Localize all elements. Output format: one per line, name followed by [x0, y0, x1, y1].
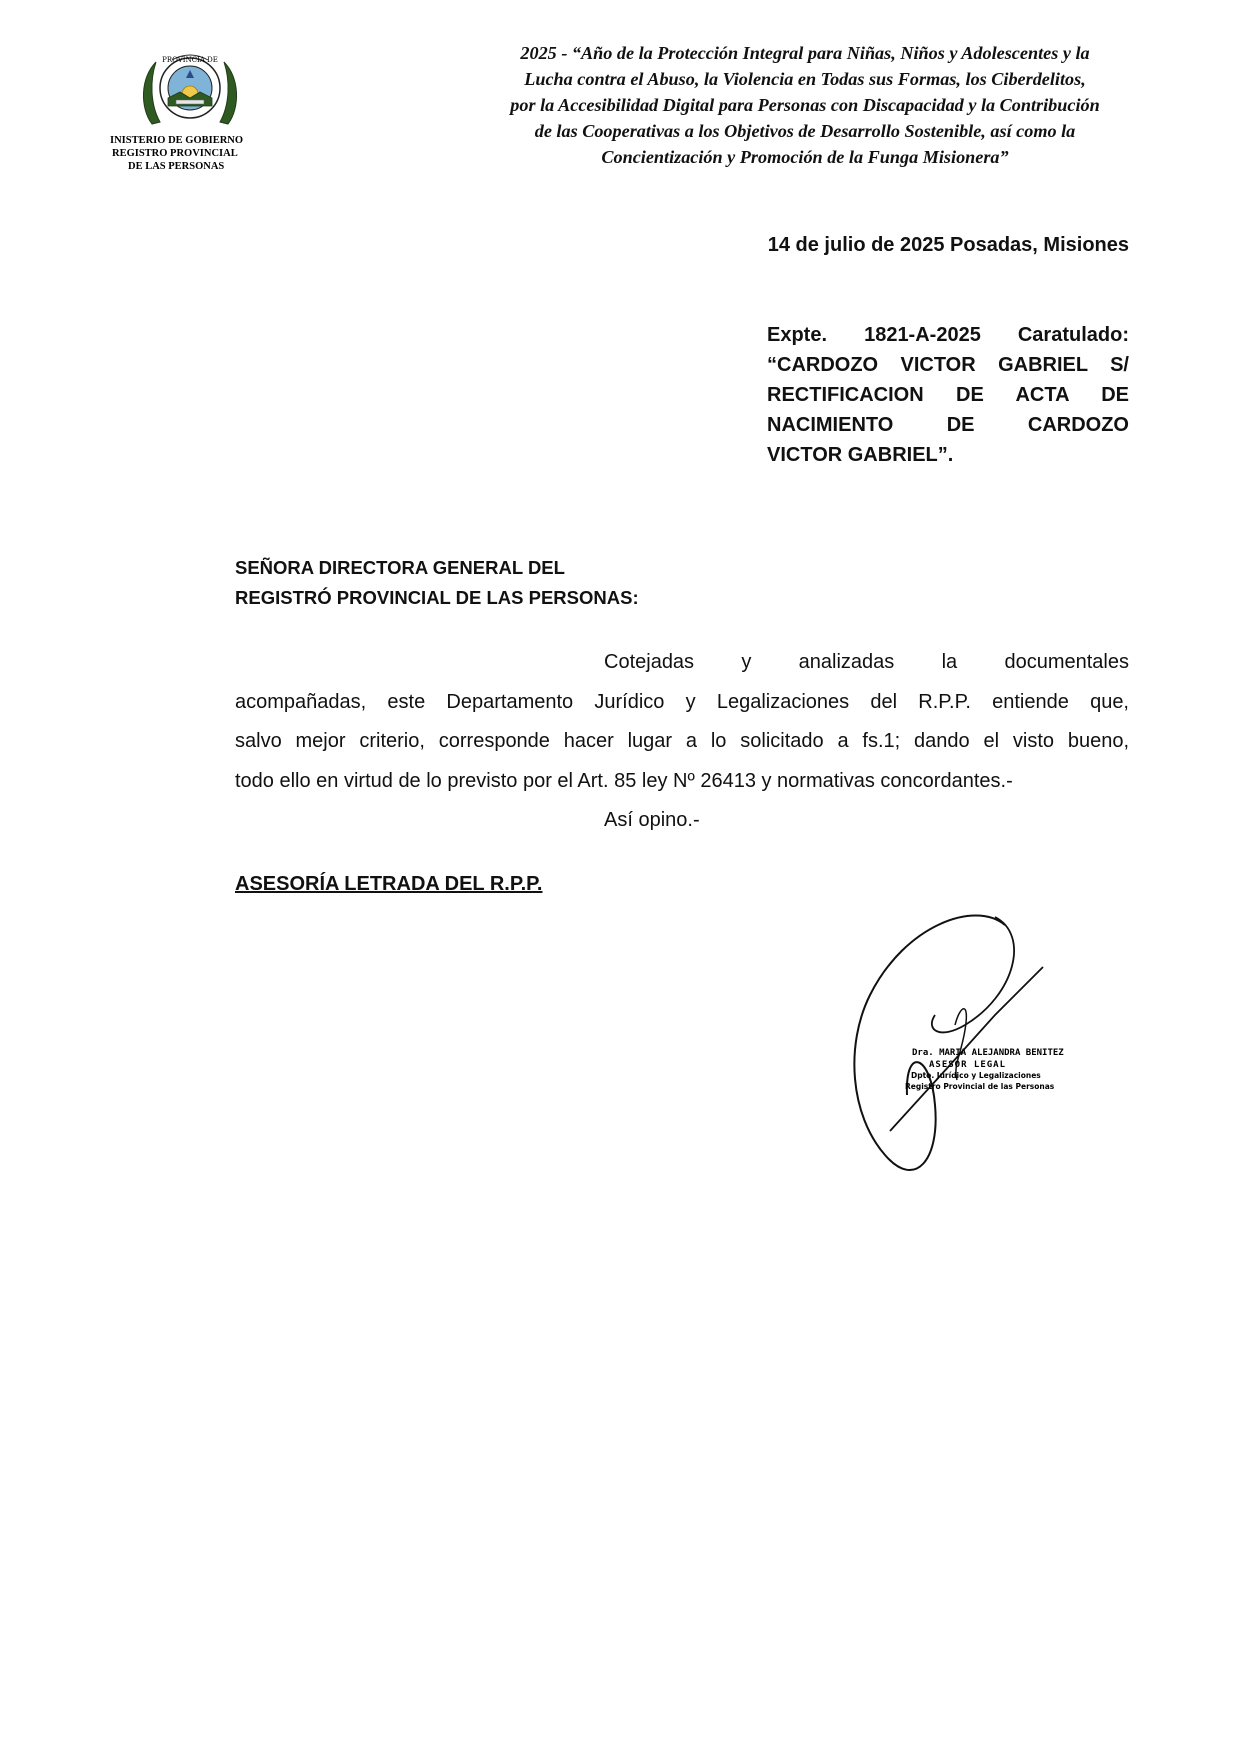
ministry-block [110, 134, 290, 173]
case-reference [767, 320, 1129, 470]
office-title: ASESORÍA LETRADA DEL R.P.P. [235, 873, 543, 895]
stamp-line: ASESOR LEGAL [929, 1060, 1007, 1070]
case-line: RECTIFICACION DE ACTA DE [767, 384, 1129, 406]
motto-line: por la Accesibilidad Digital para Personas con Discapacidad y la Contribución [510, 95, 1100, 115]
addressee-line: REGISTRÓ PROVINCIAL DE LAS PERSONAS: [235, 587, 639, 608]
motto-line: de las Cooperativas a los Objetivos de Desarrollo Sostenible, así como la [534, 121, 1076, 141]
ministry-line: DE LAS PERSONAS [128, 161, 225, 172]
case-line: NACIMIENTO DE CARDOZO [767, 414, 1129, 436]
year-motto [450, 40, 1160, 170]
case-line: “CARDOZO VICTOR GABRIEL S/ [767, 354, 1129, 376]
addressee-line: SEÑORA DIRECTORA GENERAL DEL [235, 557, 565, 578]
ministry-line: REGISTRO PROVINCIAL [112, 148, 238, 159]
body-line: todo ello en virtud de lo previsto por el Art. 85 ley Nº 26413 y normativas concordantes.- [235, 769, 1013, 792]
closing-line: Así opino.- [604, 809, 700, 831]
provincial-seal [138, 48, 242, 128]
signature [845, 905, 1065, 1185]
body-line: salvo mejor criterio, corresponde hacer lugar a lo solicitado a fs.1; dando el visto bueno, [235, 730, 1129, 752]
stamp-line: Dpto. Jurídico y Legalizaciones [911, 1071, 1041, 1080]
motto-line: Lucha contra el Abuso, la Violencia en Todas sus Formas, los Ciberdelitos, [524, 69, 1086, 89]
stamp-line: Registro Provincial de las Personas [905, 1082, 1055, 1091]
stamp-line: Dra. MARIA ALEJANDRA BENITEZ [912, 1048, 1064, 1058]
motto-line: Concientización y Promoción de la Funga Misionera” [601, 147, 1009, 167]
date-line: 14 de julio de 2025 Posadas, Misiones [767, 234, 1129, 256]
seal-text: PROVINCIA DE [162, 56, 218, 64]
body-line: Cotejadas y analizadas la documentales [604, 651, 1129, 673]
body-paragraph [235, 643, 1129, 841]
body-line: acompañadas, este Departamento Jurídico y Legalizaciones del R.P.P. entiende que, [235, 690, 1129, 713]
case-line: Expte. 1821-A-2025 Caratulado: [767, 324, 1129, 346]
ministry-line: INISTERIO DE GOBIERNO [110, 135, 244, 146]
case-line: VICTOR GABRIEL”. [767, 444, 954, 466]
addressee [235, 553, 639, 613]
motto-line: 2025 - “Año de la Protección Integral para Niñas, Niños y Adolescentes y la [520, 43, 1090, 63]
